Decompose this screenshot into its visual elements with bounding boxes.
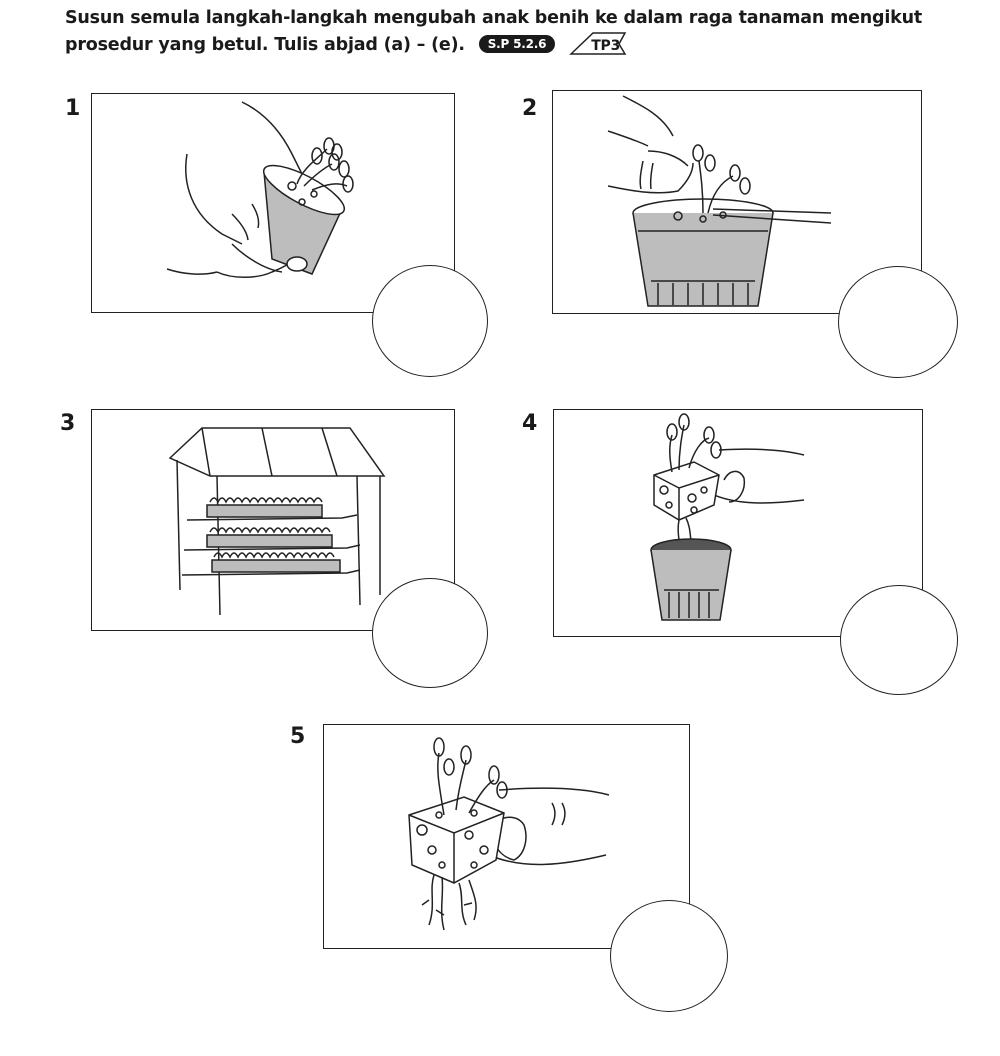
- instruction-text: [65, 6, 985, 58]
- step-4-answer-circle[interactable]: [840, 585, 958, 695]
- step-1-number: 1: [65, 96, 81, 121]
- step-1-answer-circle[interactable]: [372, 265, 488, 377]
- step-2-answer-circle[interactable]: [838, 266, 958, 378]
- step-3-number: 3: [60, 411, 76, 436]
- level-tag: [569, 30, 629, 58]
- step-4-number: 4: [522, 411, 538, 436]
- step-2-number: 2: [522, 96, 538, 121]
- step-5-number: 5: [290, 724, 306, 749]
- standard-badge: S.P 5.2.6: [479, 35, 556, 53]
- instruction-line-2: prosedur yang betul. Tulis abjad (a) – (e).: [65, 35, 465, 55]
- step-3-answer-circle[interactable]: [372, 578, 488, 688]
- step-5-answer-circle[interactable]: [610, 900, 728, 1012]
- instruction-line-1: Susun semula langkah-langkah mengubah anak benih ke dalam raga tanaman mengikut: [65, 8, 923, 28]
- level-tag-label: TP3: [591, 38, 621, 54]
